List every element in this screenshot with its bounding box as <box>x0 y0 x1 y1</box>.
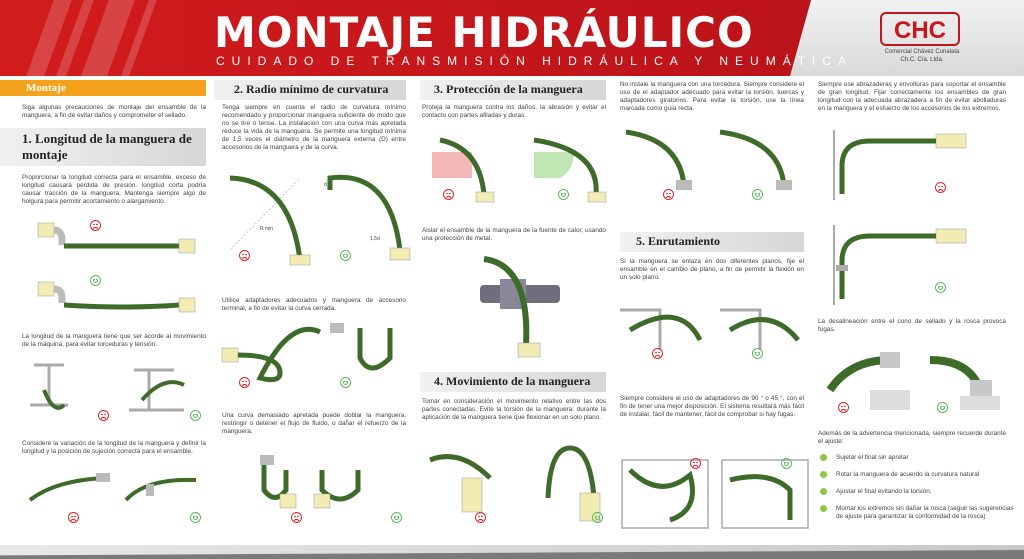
sad-face-icon <box>663 189 674 200</box>
column4-text1: No instale la manguera con una torcedura. Siempre considere el uso de el adaptador adecuado para evitar la torsión, tuercas y adaptadores giratorios. Para evitar la torsión, use la línea marcada como guía recta. <box>620 81 804 112</box>
happy-face-icon <box>391 512 402 523</box>
clamp-support-correct-illustration <box>830 225 980 305</box>
happy-face-icon <box>752 189 763 200</box>
happy-face-icon <box>752 348 763 359</box>
sad-face-icon <box>239 377 250 388</box>
section2-title: 2. Radio mínimo de curvatura <box>234 82 389 96</box>
label-1-5d: 1,5d <box>370 236 380 242</box>
page-subtitle: CUIDADO DE TRANSMISIÓN HIDRÁULICA Y NEUMÁTICA <box>216 54 854 68</box>
happy-face-icon <box>935 282 946 293</box>
column5-text3: Además de la advertencia mencionada, siempre recuerde durante el ajuste: <box>818 430 1006 445</box>
section3-text1: Proteja la manguera contra los daños, la abrasión y evitar el contacto con partes afiladas y duras. <box>422 104 606 119</box>
column5-text1: Siempre use abrazaderas y envolturas para soportar el ensamble de gran longitud. Fijar correctamente los ensambles de gran longitud con la adecuada abrazadera a fin de evitar abolladuras en la manguera y el esfuerzo de los accesorios de los extremos. <box>818 81 1006 112</box>
section1-text2: La longitud de la manguera tiene que ser acorde al movimiento de la máquina, para evitar torceduras y tensión. <box>22 333 206 348</box>
section3-text2: Aislar el ensamble de la manguera de la fuente de calor, usando una protección de metal. <box>422 227 606 242</box>
plane-routing-illustration <box>620 300 810 360</box>
bullet-icon <box>820 505 827 512</box>
label-d: d <box>324 182 327 188</box>
adapter-illustration <box>220 318 410 388</box>
sad-face-icon <box>443 189 454 200</box>
bullet-icon <box>820 488 827 495</box>
sad-face-icon <box>652 348 663 359</box>
sad-face-icon <box>98 410 109 421</box>
clamp-position-illustration <box>26 470 206 510</box>
column5-text2: La desalineación entre el cono de sellado y la rosca provoca fugas. <box>818 318 1006 333</box>
happy-face-icon <box>558 189 569 200</box>
company-logo <box>880 12 960 46</box>
short-hose-illustration <box>34 215 204 255</box>
section4-text1: Tomar en consideración el movimiento relativo entre las dos partes conectadas. Evite la torsión de la manguera: durante la aplicación de la manguera tiene que flexionar en un solo plano. <box>422 398 606 421</box>
logo-text: CHC <box>894 17 946 44</box>
header-banner <box>0 0 1024 76</box>
happy-face-icon <box>340 377 351 388</box>
section2-text1: Tenga siempre en cuenta el radio de curvatura mínimo recomendado y proporcionar manguera suficiente de modo que no se tire o tense. La instalación con una curva más apretada reduce la vida de la manguera. Se permite una longitud mínima de 1,5 veces el diámetro de la manguera externa (D) entre accesorios de la manguera y de la curva. <box>222 104 406 151</box>
section5-title: 5. Enrutamiento <box>636 234 720 248</box>
company-line1: Comercial Chávez Cunalata <box>884 49 960 55</box>
heat-shield-illustration <box>470 255 570 365</box>
bullet-icon <box>820 471 827 478</box>
checklist-item <box>820 471 1020 479</box>
twist-illustration <box>620 120 810 190</box>
page-title: MONTAJE HIDRÁULICO <box>214 8 754 57</box>
sad-face-icon <box>838 402 849 413</box>
machine-movement-illustration <box>24 355 204 425</box>
sad-face-icon <box>690 458 701 469</box>
happy-face-icon <box>937 402 948 413</box>
checklist-item <box>820 505 1020 521</box>
misalignment-illustration <box>820 340 1010 410</box>
bullet-icon <box>820 454 827 461</box>
montaje-label: Montaje <box>26 82 66 94</box>
label-rmin: R min <box>260 226 274 232</box>
sad-face-icon <box>90 220 101 231</box>
checklist-item-text: Sujetar el final sin apretar <box>836 454 909 461</box>
sad-face-icon <box>475 512 486 523</box>
tight-bend-illustration <box>240 450 390 510</box>
section2-text2: Utilice adaptadores adecuados y manguera de accesorio terminal, a fin de evitar la curva cerrada. <box>222 297 406 312</box>
section5-text1: Si la manguera se enlaza en dos diferentes planos, fije el ensamble en el cambio de plano, a fin de permitir la flexión en un solo plano. <box>620 258 804 281</box>
montaje-intro: Siga algunas precauciones de montaje del ensamble de la manguera, a fin de evitar daños y comprometer el sellado. <box>22 104 206 119</box>
section1-title-line2: montaje <box>22 147 68 162</box>
section4-title: 4. Movimiento de la manguera <box>434 374 591 388</box>
section1-text3: Considere la variación de la longitud de la manguera y definir la longitud y la posición de sujeción correcta para el ensamble. <box>22 440 206 455</box>
section1-title-line1: 1. Longitud de la manguera de <box>22 131 192 146</box>
section3-title: 3. Protección de la manguera <box>434 82 583 96</box>
sad-face-icon <box>239 250 250 261</box>
happy-face-icon <box>340 250 351 261</box>
happy-face-icon <box>90 275 101 286</box>
happy-face-icon <box>592 512 603 523</box>
section2-text3: Una curva demasiado apretada puede doblar la manguera, restringir o detener el flujo de fluido, o dañar el refuerzo de la manguera. <box>222 412 406 435</box>
section1-text1: Proporcionar la longitud correcta para el ensamble. exceso de longitud causará pérdida de presión. longitud corta podría causar tracción de la manguera. Mantenga siempre algo de holgura para permitir acortamiento o alargamiento. <box>22 174 206 205</box>
checklist-item-text: Rotar la manguera de acuerdo la curvatura natural <box>836 471 980 478</box>
checklist-item-text: Ajustar el final evitando la torsión. <box>836 488 932 495</box>
checklist-item-text: Montar los extremos sin dañar la rosca (seguir las sugerencias de ajuste para garantizar la conformidad de la rosca) <box>836 505 1014 520</box>
happy-face-icon <box>190 512 201 523</box>
sad-face-icon <box>68 512 79 523</box>
tightening-checklist <box>820 454 1020 530</box>
checklist-item <box>820 454 1020 462</box>
section5-text2: Siempre considere el uso de adaptadores de 90 ° o 45 °, con el fin de tener una mejor disposición. El sistema resultará más fácil de instalar, fácil de mantener, fácil de comprobar si hay fugas. <box>620 395 804 418</box>
slack-hose-illustration <box>34 278 204 318</box>
sad-face-icon <box>935 182 946 193</box>
company-line2: Ch.C. Cía. Ltda. <box>900 57 944 63</box>
checklist-item <box>820 488 1020 496</box>
happy-face-icon <box>190 410 201 421</box>
section1-title <box>22 131 192 163</box>
clamp-support-illustration <box>830 130 980 200</box>
hose-movement-illustration <box>420 438 610 528</box>
company-name <box>862 48 982 64</box>
happy-face-icon <box>781 458 792 469</box>
sad-face-icon <box>291 512 302 523</box>
